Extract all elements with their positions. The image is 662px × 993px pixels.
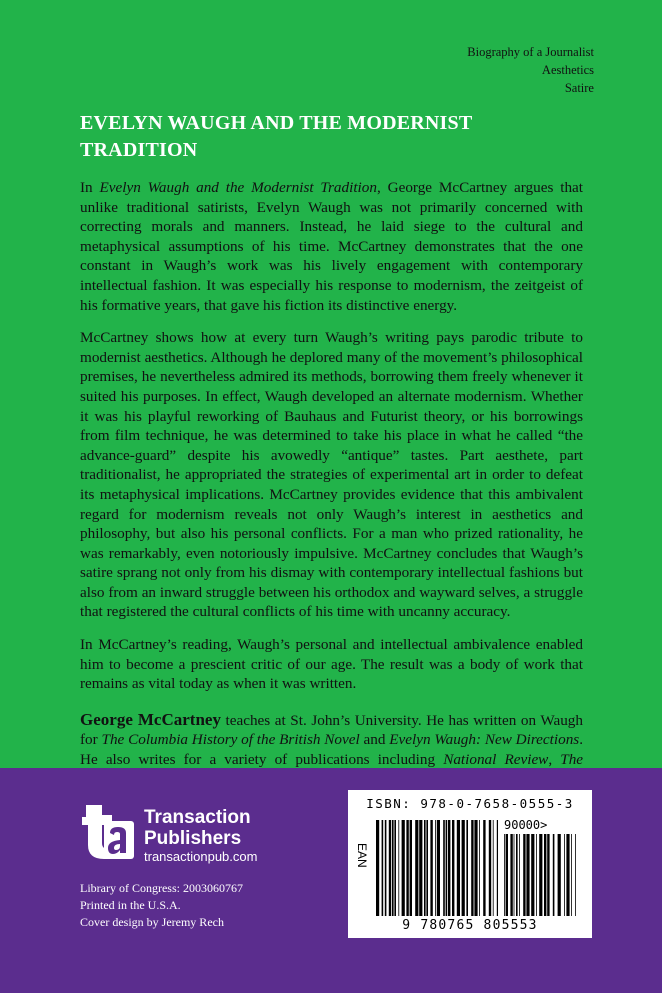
text-run: teaches at St. John’s University. He has written on Waugh for (80, 711, 583, 749)
barcode-bar (544, 834, 546, 916)
blurb-paragraph (80, 178, 583, 315)
barcode-bar (504, 834, 505, 916)
barcode-bar (564, 834, 565, 916)
barcode-bar (566, 834, 569, 916)
category-label: Satire (564, 81, 594, 95)
barcode-bar (430, 820, 432, 916)
publication-title: National Review (443, 751, 549, 769)
publisher-name-line: Transaction (144, 807, 251, 828)
barcode-bar (471, 820, 473, 916)
barcode-number: 9 780765 805553 (402, 918, 538, 933)
category-label: Aesthetics (541, 63, 594, 77)
imprint-line: Library of Congress: 2003060767 (80, 881, 243, 895)
barcode-bar (483, 820, 485, 916)
barcode-bar (539, 834, 542, 916)
publisher-url: transactionpub.com (144, 849, 258, 864)
barcode-bar (514, 834, 515, 916)
barcode-bar (424, 820, 426, 916)
blurb (80, 178, 583, 822)
text-run: , George McCartney argues that unlike traditional satirists, Evelyn Waugh was not primarily concerned with correcting morals and manners. Instead, he laid siege to the cultural and metaphysical assumptions of his time. McCartney demonstrates that the one constant in Waugh’s work was his lively engagement with contemporary intellectual fashion. It was especially his response to modernism, the zeitgeist of his formative years, that gave his fiction its distinctive energy. (80, 179, 584, 314)
subject-categories (467, 43, 594, 97)
barcode-bar (519, 834, 520, 916)
barcode-bar (558, 834, 561, 916)
barcode-bar (466, 820, 468, 916)
barcode-bar (531, 834, 534, 916)
blurb-paragraph: McCartney shows how at every turn Waugh’s writing pays parodic tribute to modernist aesthetics. Although he deplored many of the movement’s philosophical premises, he nevertheless admired its methods, borrowing them freely whenever it suited his purposes. In effect, Waugh developed an alternate modernism. Whether it was his playful reworking of Bauhaus and Futurist theory, or his borrowings from film technique, he was determined to take his place in what he called “the advance-guard” despite his avowedly “antique” tastes. Part aesthete, part traditionalist, he appropriated the strategies of experimental art in order to defeat its metaphysical implications. McCartney provides evidence that this ambivalent regard for modernism reveals not only Waugh’s interest in aesthetics and philosophy, but also his personal conflicts. For a man who prized rationality, he was remarkably, even notoriously impulsive. McCartney concludes that Waugh’s satire sprang not only from his dismay with contemporary intellectual fashions but also from an inward struggle between his orthodox and wayward selves, a struggle that registered the cultural conflicts of his time with uncanny accuracy. (80, 329, 583, 621)
barcode-bar (510, 834, 512, 916)
barcode-bar (415, 820, 418, 916)
barcode-bar (493, 820, 494, 916)
barcode-bar (462, 820, 465, 916)
barcode-bar (536, 834, 537, 916)
barcode-bar (437, 820, 440, 916)
text-run: In (80, 179, 100, 196)
text-run: and (359, 731, 390, 749)
barcode-bar (382, 820, 384, 916)
blurb-paragraph: In McCartney’s reading, Waugh’s personal and intellectual ambivalence enabled him to become a prescient critic of our age. The result was a body of work that remains as vital today as when it was written. (80, 636, 583, 693)
barcode-bar (575, 834, 576, 916)
price-code: 90000> (504, 818, 548, 832)
isbn-barcode (348, 790, 592, 938)
barcode-bar (410, 820, 412, 916)
barcode-bar (389, 820, 391, 916)
publication-title: Evelyn Waugh: New Directions (389, 731, 580, 749)
barcode-bar (457, 820, 460, 916)
barcode-bar (426, 820, 428, 916)
publisher-logo (80, 803, 280, 867)
barcode-bar (526, 834, 529, 916)
barcode-bar (571, 834, 572, 916)
barcode-bar (402, 820, 405, 916)
barcode-bar (419, 820, 422, 916)
text-run: , (548, 751, 561, 769)
imprint-line: Printed in the U.S.A. (80, 898, 181, 912)
publisher-name-line: Publishers (144, 828, 242, 849)
barcode-bar (443, 820, 445, 916)
category-label: Biography of a Journalist (467, 45, 594, 59)
barcode-bar (406, 820, 408, 916)
price-barcode-bars (504, 834, 576, 916)
barcode-bar (474, 820, 477, 916)
ta-monogram-icon (80, 803, 136, 861)
barcode-bar (392, 820, 394, 916)
barcode-bar (479, 820, 480, 916)
barcode-bar (385, 820, 387, 916)
barcode-bar (497, 820, 498, 916)
publication-title: The (560, 751, 584, 769)
barcode-bar (398, 820, 399, 916)
ean-label: EAN (355, 843, 369, 868)
isbn-label: ISBN: 978-0-7658-0555-3 (366, 796, 574, 811)
publication-title: The Columbia History of the British Novel (101, 731, 360, 749)
barcode-bar (506, 834, 508, 916)
imprint-line: Cover design by Jeremy Rech (80, 915, 224, 929)
text-run: . He also writes for a variety of publications including (80, 731, 583, 769)
barcode-bar (489, 820, 491, 916)
book-title-italic: Evelyn Waugh and the Modernist Tradition (99, 179, 377, 196)
barcode-bar (516, 834, 518, 916)
barcode-bar (523, 834, 525, 916)
barcode-bar (376, 820, 379, 916)
book-title: EVELYN WAUGH AND THE MODERNIST TRADITION (80, 112, 473, 161)
imprint-info (80, 880, 243, 931)
barcode-bar (394, 820, 396, 916)
barcode-bar (452, 820, 454, 916)
barcode-bar (553, 834, 555, 916)
barcode-bar (435, 820, 436, 916)
barcode-bar (547, 834, 549, 916)
barcode-bar (448, 820, 450, 916)
publisher-name (144, 807, 251, 849)
barcode-bars (376, 820, 498, 916)
barcode-bar (446, 820, 448, 916)
author-name: George McCartney (80, 709, 221, 729)
